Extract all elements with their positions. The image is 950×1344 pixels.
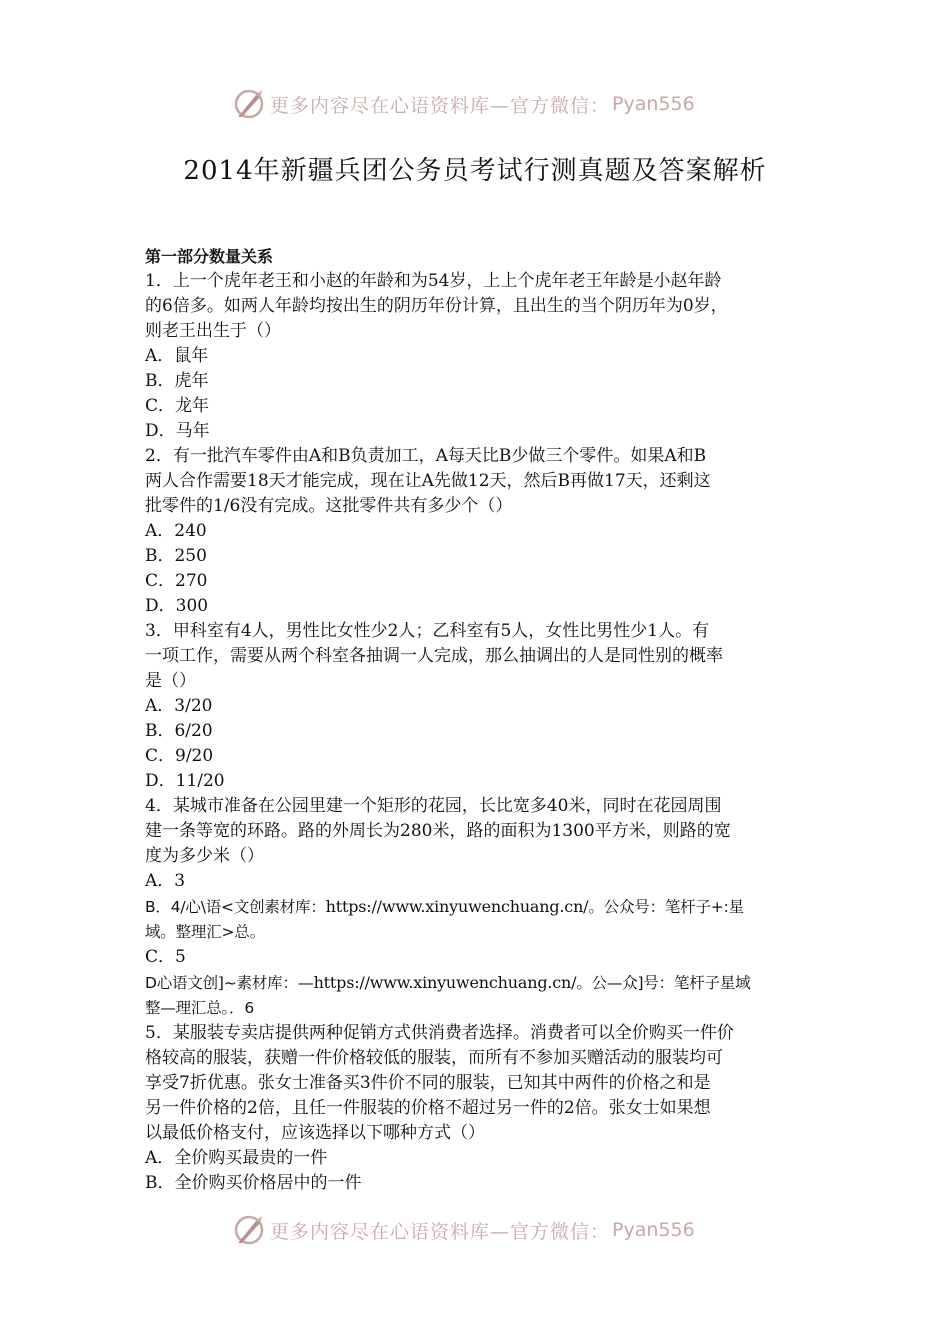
question-4-stem-line-1: 4．某城市准备在公园里建一个矩形的花园，长比宽多40米，同时在花园周围 xyxy=(145,796,722,816)
question-2-option-b: B．250 xyxy=(145,546,207,566)
question-1-stem-line-1: 1．上一个虎年老王和小赵的年龄和为54岁，上上个虎年老王年龄是小赵年龄 xyxy=(145,271,722,291)
question-3-stem-line-2: 一项工作，需要从两个科室各抽调一人完成，那么抽调出的人是同性别的概率 xyxy=(145,646,723,666)
footer-banner xyxy=(232,1210,752,1250)
question-5-stem-line-3: 享受7折优惠。张女士准备买3件价不同的服装，已知其中两件的价格之和是 xyxy=(145,1073,711,1093)
question-4-stem-line-3: 度为多少米（） xyxy=(145,846,264,866)
question-3-stem-line-1: 3．甲科室有4人，男性比女性少2人；乙科室有5人，女性比男性少1人。有 xyxy=(145,621,710,641)
question-2-option-a: A．240 xyxy=(145,521,207,541)
option-b-url: https://www.xinyuwenchuang.cn/ xyxy=(325,897,589,916)
question-4-option-d xyxy=(145,970,813,996)
question-3-stem-line-3: 是（） xyxy=(145,671,196,691)
banner-text: 更多内容尽在心语资料库—官方微信： xyxy=(270,1220,611,1243)
question-1-option-c: C．龙年 xyxy=(145,396,210,416)
question-4-option-b xyxy=(145,894,813,920)
question-1-option-a: A．鼠年 xyxy=(145,346,209,366)
document-body xyxy=(145,244,813,1196)
question-5-option-a: A．全价购买最贵的一件 xyxy=(145,1148,328,1168)
question-3-option-d: D．11/20 xyxy=(145,771,225,791)
question-2-stem-line-2: 两人合作需要18天才能完成，现在让A先做12天，然后B再做17天，还剩这 xyxy=(145,471,711,491)
question-1-option-b: B．虎年 xyxy=(145,371,209,391)
quill-pen-logo-icon xyxy=(232,87,266,121)
question-4-option-b-line-2: 域。整理汇>总。 xyxy=(145,923,265,941)
banner-text: 更多内容尽在心语资料库—官方微信： xyxy=(270,94,611,117)
page-title: 2014年新疆兵团公务员考试行测真题及答案解析 xyxy=(183,156,767,186)
quill-pen-logo-icon xyxy=(232,1213,266,1247)
option-b-suffix: 。公众号：笔杆子+:星 xyxy=(588,898,744,916)
question-4-option-c: C．5 xyxy=(145,947,186,967)
option-d-suffix: 。公—众]号：笔杆子星域 xyxy=(576,974,751,992)
question-4-option-a: A．3 xyxy=(145,871,186,891)
header-banner xyxy=(232,84,752,124)
section-heading: 第一部分数量关系 xyxy=(145,247,274,266)
banner-wechat-id: Pyan556 xyxy=(612,1219,695,1241)
question-2-option-c: C．270 xyxy=(145,571,208,591)
question-2-stem-line-3: 批零件的1/6没有完成。这批零件共有多少个（） xyxy=(145,496,513,516)
question-3-option-a: A．3/20 xyxy=(145,696,213,716)
question-1-stem-line-3: 则老王出生于（） xyxy=(145,321,281,341)
question-2-option-d: D．300 xyxy=(145,596,209,616)
banner-wechat-id: Pyan556 xyxy=(612,93,695,115)
option-d-prefix: D心语文创]~素材库： xyxy=(145,974,298,992)
question-2-stem-line-1: 2．有一批汽车零件由A和B负责加工，A每天比B少做三个零件。如果A和B xyxy=(145,446,707,466)
question-1-option-d: D．马年 xyxy=(145,421,210,441)
question-5-option-b: B．全价购买价格居中的一件 xyxy=(145,1173,362,1193)
option-b-prefix: B．4/心\语<文创素材库： xyxy=(145,898,326,916)
question-5-stem-line-2: 格较高的服装，获赠一件价格较低的服装，而所有不参加买赠活动的服装均可 xyxy=(145,1048,723,1068)
question-5-stem-line-5: 以最低价格支付，应该选择以下哪种方式（） xyxy=(145,1123,485,1143)
option-d-url: —https://www.xinyuwenchuang.cn/ xyxy=(297,973,577,992)
question-5-stem-line-4: 另一件价格的2倍，且任一件服装的价格不超过另一件的2倍。张女士如果想 xyxy=(145,1098,711,1118)
question-4-stem-line-2: 建一条等宽的环路。路的外周长为280米，路的面积为1300平方米，则路的宽 xyxy=(145,821,731,841)
question-3-option-c: C．9/20 xyxy=(145,746,214,766)
question-4-option-d-line-2: 整—理汇总。．6 xyxy=(145,999,255,1017)
question-5-stem-line-1: 5．某服装专卖店提供两种促销方式供消费者选择。消费者可以全价购买一件价 xyxy=(145,1023,734,1043)
question-3-option-b: B．6/20 xyxy=(145,721,213,741)
question-1-stem-line-2: 的6倍多。如两人年龄均按出生的阴历年份计算，且出生的当个阴历年为0岁， xyxy=(145,296,728,316)
